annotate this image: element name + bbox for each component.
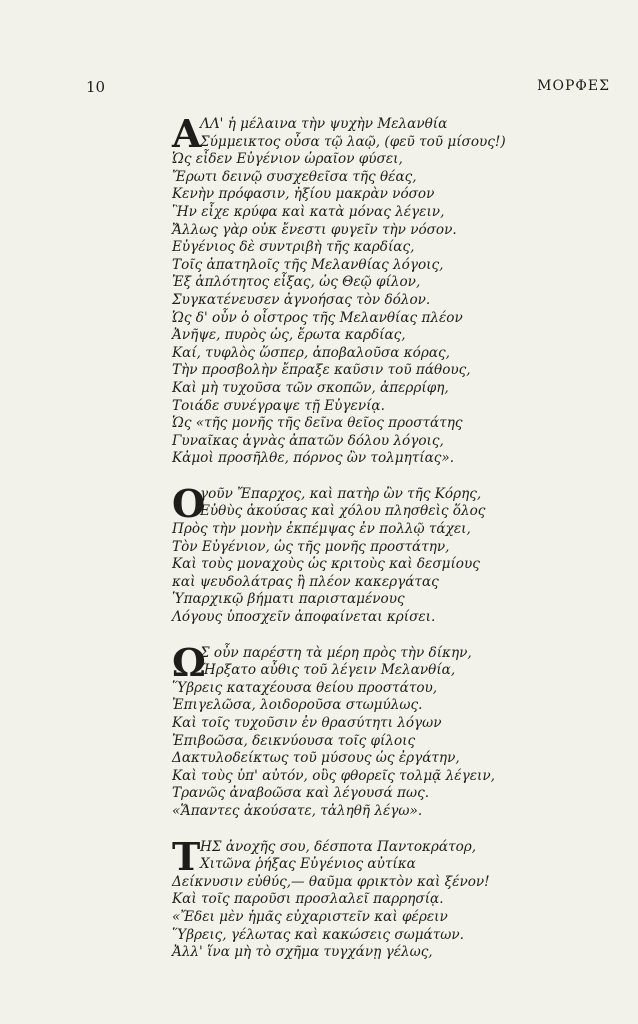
drop-cap: Ο <box>172 480 206 526</box>
verse-line: Ἀνῆψε, πυρὸς ὡς, ἔρωτα καρδίας, <box>172 327 406 344</box>
stanza-opening <box>172 480 612 526</box>
verse-line: Εὐγένιος δὲ συντριβὴ τῆς καρδίας, <box>172 239 415 256</box>
verse-line: Καὶ τοὺς μοναχοὺς ὡς κριτοὺς καὶ δεσμίους <box>172 556 480 573</box>
verse-line: Ἐπιβοῶσα, δεικνύουσα τοῖς φίλοις <box>172 732 416 749</box>
verse-line: Ὡς εἶδεν Εὐγένιον ὡραῖον φύσει, <box>172 151 403 168</box>
verse-line: Καὶ τοῖς τυχοῦσιν ἐν θρασύτητι λόγων <box>172 715 442 731</box>
verse-line: Ἀλλ' ἵνα μὴ τὸ σχῆμα τυγχάνῃ γέλως, <box>172 944 433 961</box>
verse-line: Λόγους ὑποσχεῖν ἀποφαίνεται κρίσει. <box>172 609 436 626</box>
stanza <box>172 833 612 962</box>
verse-line: Σύμμεικτος οὖσα τῷ λαῷ, (φεῦ τοῦ μίσους!) <box>200 133 506 150</box>
verse-line: «Ἅπαντες ἀκούσατε, τἀληθῆ λέγω». <box>172 802 423 819</box>
drop-cap: Ω <box>172 639 206 685</box>
verse-line: Ἣν εἶχε κρύφα καὶ κατὰ μόνας λέγειν, <box>172 203 445 220</box>
verse-line: γοῦν Ἔπαρχος, καὶ πατὴρ ὢν τῆς Κόρης, <box>200 485 482 502</box>
verse-line: Τὸν Εὐγένιον, ὡς τῆς μονῆς προστάτην, <box>172 538 450 555</box>
stanza <box>172 639 612 821</box>
verse-line: Καὶ τοῖς παροῦσι προσλαλεῖ παρρησίᾳ. <box>172 891 444 908</box>
drop-cap: Τ <box>172 833 201 879</box>
verse-line: Ἐξ ἁπλότητος εἶξας, ὡς Θεῷ φίλον, <box>172 274 421 291</box>
verse-line: Σ οὖν παρέστη τὰ μέρη πρὸς τὴν δίκην, <box>200 644 472 661</box>
verse-line: Τοῖς ἀπατηλοῖς τῆς Μελανθίας λόγοις, <box>172 256 444 273</box>
drop-cap: Α <box>172 111 202 156</box>
verse-line: Τοιάδε συνέγραψε τῇ Εὐγενίᾳ. <box>172 397 385 414</box>
verse-line: Γυναῖκας ἁγνὰς ἀπατῶν δόλου λόγοις, <box>172 432 444 449</box>
stanza-opening <box>172 639 612 685</box>
poem-text <box>172 111 612 962</box>
stanza-opening <box>172 111 612 156</box>
verse-line: Ὑπαρχικῷ βήματι παρισταμένους <box>172 591 405 608</box>
verse-line: Καὶ τοὺς ὑπ' αὐτόν, οὓς φθορεῖς τολμᾷ λέγειν, <box>172 767 495 784</box>
verse-line: Εὐθὺς ἀκούσας καὶ χόλου πλησθεὶς ὅλος <box>200 503 486 520</box>
verse-line: Ὕβρεις καταχέουσα θείου προστάτου, <box>172 679 438 696</box>
verse-line: ΛΛ' ἡ μέλαινα τὴν ψυχὴν Μελανθία <box>200 116 448 132</box>
verse-line: Κἀμοὶ προσῆλθε, πόρνος ὢν τολμητίας». <box>172 450 455 467</box>
page-number: 10 <box>86 78 106 96</box>
verse-line: Χιτῶνα ῥήξας Εὐγένιος αὐτίκα <box>200 856 416 873</box>
verse-line: Ἐπιγελῶσα, λοιδοροῦσα στωμύλως. <box>172 697 423 714</box>
verse-line: Ὡς «τῆς μονῆς τῆς δεῖνα θεῖος προστάτης <box>172 415 463 432</box>
verse-line: Καί, τυφλὸς ὥσπερ, ἀποβαλοῦσα κόρας, <box>172 344 450 361</box>
verse-line: Ἄλλως γὰρ οὐκ ἔνεστι φυγεῖν τὴν νόσον. <box>172 221 457 238</box>
verse-line: ΗΣ ἀνοχῆς σου, δέσποτα Παντοκράτορ, <box>200 838 477 855</box>
verse-line: Πρὸς τὴν μονὴν ἐκπέμψας ἐν πολλῷ τάχει, <box>172 521 471 538</box>
verse-line: Τρανῶς ἀναβοῶσα καὶ λέγουσά πως. <box>172 785 430 802</box>
stanza <box>172 111 612 468</box>
running-title: ΜΟΡΦΕΣ <box>537 78 610 94</box>
verse-line: «Ἔδει μὲν ἡμᾶς εὐχαριστεῖν καὶ φέρειν <box>172 908 448 925</box>
verse-line: Καὶ μὴ τυχοῦσα τῶν σκοπῶν, ἀπερρίφη, <box>172 379 449 396</box>
verse-line: Κενὴν πρόφασιν, ἠξίου μακρὰν νόσον <box>172 186 435 203</box>
verse-line: καὶ ψευδολάτρας ἢ πλέον κακεργάτας <box>172 573 439 590</box>
verse-line: Ὕβρεις, γέλωτας καὶ κακώσεις σωμάτων. <box>172 926 464 943</box>
verse-line: Δείκνυσιν εὐθύς,— θαῦμα φρικτὸν καὶ ξένον! <box>172 873 490 890</box>
verse-line: Ἔρωτι δεινῷ συσχεθεῖσα τῆς θέας, <box>172 168 417 185</box>
verse-line: Συγκατένευσεν ἀγνοήσας τὸν δόλον. <box>172 291 431 308</box>
verse-line: Δακτυλοδείκτως τοῦ μύσους ὡς ἐργάτην, <box>172 750 460 767</box>
verse-line: Τὴν προσβολὴν ἔπραξε καῦσιν τοῦ πάθους, <box>172 362 471 379</box>
verse-line: Ὡς δ' οὖν ὁ οἶστρος τῆς Μελανθίας πλέον <box>172 309 463 326</box>
stanza <box>172 480 612 627</box>
verse-line: Ἤρξατο αὖθις τοῦ λέγειν Μελανθία, <box>200 662 456 679</box>
stanza-opening <box>172 833 612 879</box>
